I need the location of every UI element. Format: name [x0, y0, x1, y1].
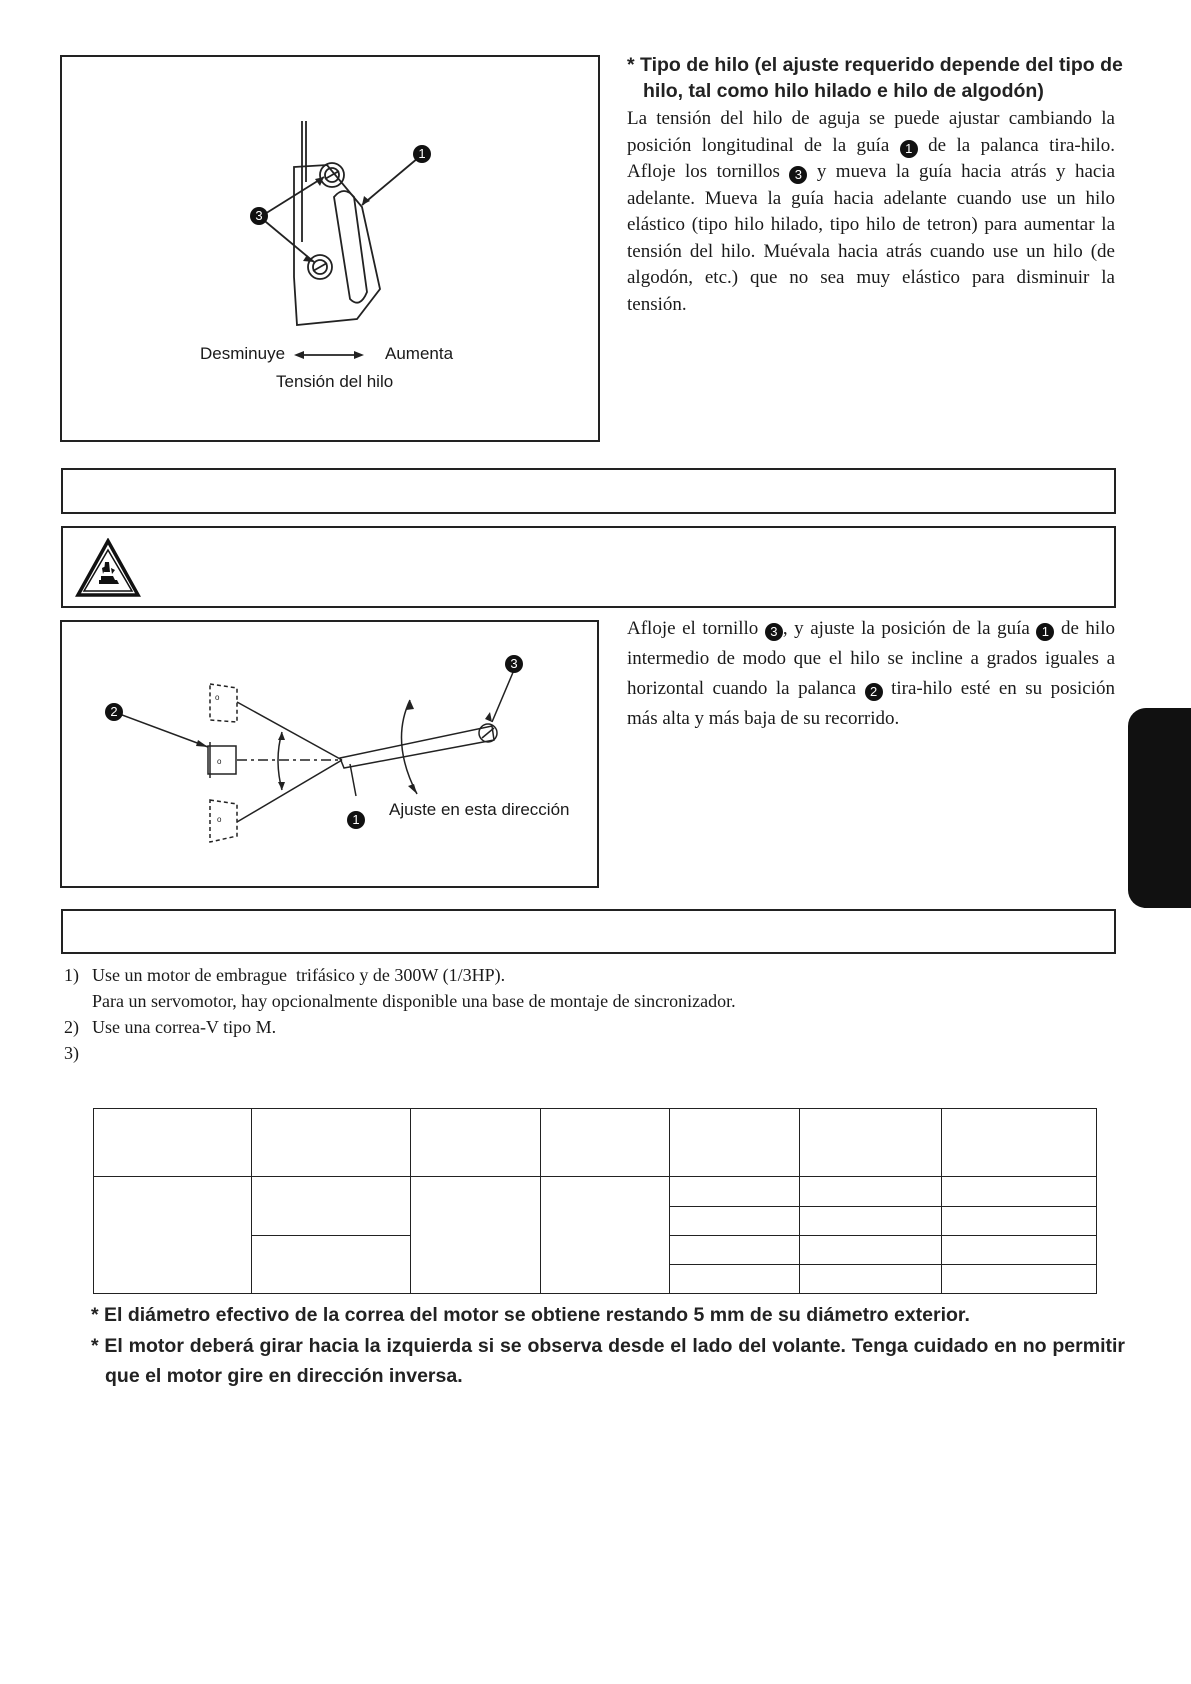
list-num: 2): [64, 1017, 79, 1037]
motor-list-item-2: [64, 1014, 1114, 1040]
motor-list-item-3: [64, 1040, 1114, 1066]
motor-section-title-box: [61, 909, 1116, 954]
list-text: Para un servomotor, hay opcionalmente disponible una base de montaje de sincronizador.: [92, 991, 736, 1011]
para1-part-c: y mueva la guía hacia atrás y hacia adelante. Mueva la guía hacia adelante cuando use un hilo elástico (tipo hilo hilado, tipo hilo de tetron) para aumentar la tensión del hilo. Muévala hacia atrás cuando use un hilo (de algodón, etc.) que no sea muy elástico para disminuir la tensión.: [627, 161, 1116, 315]
svg-text:o: o: [215, 693, 220, 702]
callout-3: 3: [250, 207, 268, 225]
adjust-direction-label: Ajuste en esta dirección: [389, 800, 570, 819]
list-text: Use un motor de embrague trifásico y de 300W (1/3HP).: [92, 965, 506, 985]
figure-caption: Tensión del hilo: [276, 372, 394, 391]
motor-list-item-1: [64, 962, 1114, 988]
list-num: 1): [64, 965, 79, 985]
motor-list-item-1b: [64, 988, 1114, 1014]
table-row: [94, 1109, 1097, 1177]
warning-box: [61, 526, 1116, 608]
note-belt-diameter: * El diámetro efectivo de la correa del motor se obtiene restando 5 mm de su diámetro exterior.: [91, 1304, 970, 1326]
callout-1: 1: [347, 811, 365, 829]
section-title-box: [61, 468, 1116, 514]
ref-lever-2: 2: [865, 683, 883, 701]
list-num: 3): [64, 1043, 79, 1063]
thread-type-paragraph: [627, 106, 1115, 318]
figure-thread-guide-box: [60, 55, 600, 442]
callout-2: 2: [105, 703, 123, 721]
callout-1: 1: [413, 145, 431, 163]
list-text: Use una correa-V tipo M.: [92, 1017, 277, 1037]
ref-screws-3: 3: [789, 166, 807, 184]
increase-label: Aumenta: [385, 344, 454, 363]
callout-3: 3: [505, 655, 523, 673]
para2-part-a: Afloje el tornillo: [627, 618, 759, 639]
intermediate-guide-paragraph: [627, 614, 1115, 734]
ref-guide-1: 1: [1036, 623, 1054, 641]
table-row: [94, 1177, 1097, 1206]
para1-part-b: de la palanca tira-hilo. Afloje los tornillos: [627, 134, 1116, 182]
ref-screw-3: 3: [765, 623, 783, 641]
svg-text:o: o: [217, 757, 222, 766]
section-side-tab: [1128, 708, 1191, 908]
para1-part-a: La tensión del hilo de aguja se puede ajustar cambiando la posición longitudinal de la guía: [627, 108, 1115, 156]
figure-intermediate-guide-box: [60, 620, 599, 888]
para2-part-b: , y ajuste la posición de la guía: [782, 618, 1030, 639]
ref-guide-1: 1: [900, 140, 918, 158]
decrease-label: Desminuye: [200, 344, 286, 363]
thread-type-heading: * Tipo de hilo (el ajuste requerido depende del tipo de hilo, tal como hilo hilado e hilo de algodón): [627, 54, 1123, 102]
warning-hand-triangle-icon: [75, 538, 141, 598]
note-motor-rotation: * El motor deberá girar hacia la izquierda si se observa desde el lado del volante. Tenga cuidado en no permitir que el motor gire en dirección inversa.: [91, 1335, 1125, 1387]
motor-pulley-table: [93, 1108, 1097, 1294]
para2-part-d: tira-hilo esté en su posición más alta y más baja de su recorrido.: [627, 678, 1116, 729]
svg-text:o: o: [217, 815, 222, 824]
para2-part-c: de hilo intermedio de modo que el hilo se incline a grados iguales a horizontal cuando la palanca: [627, 618, 1115, 699]
